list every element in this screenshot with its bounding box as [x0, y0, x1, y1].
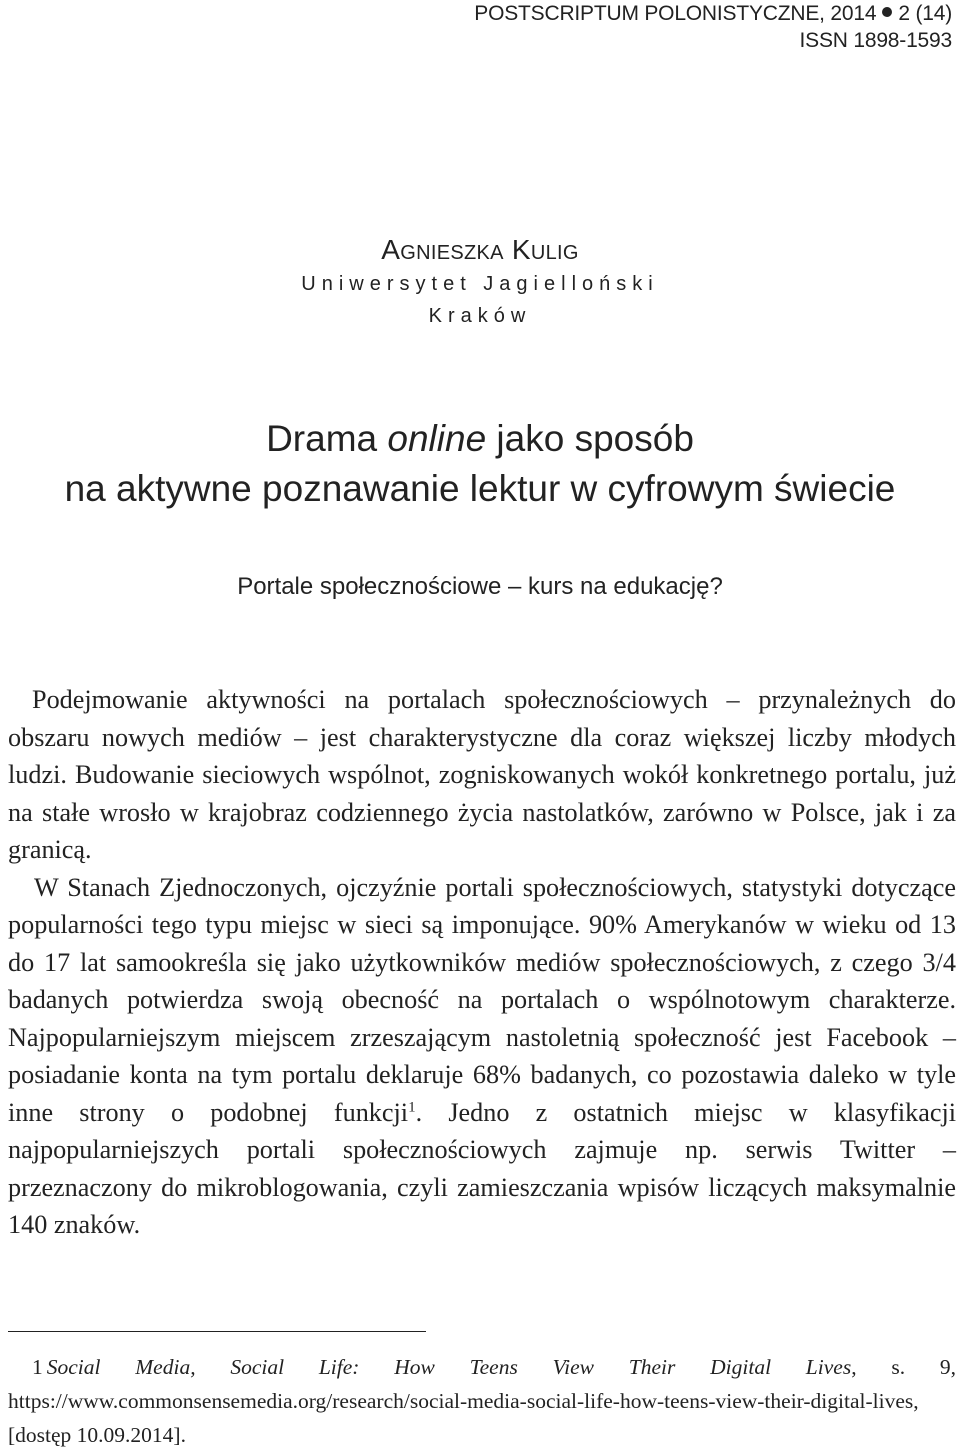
- title-italic: online: [387, 418, 487, 459]
- footnote-reference[interactable]: 1: [408, 1098, 416, 1115]
- footnote-number: 1: [32, 1355, 43, 1379]
- title-line-2: na aktywne poznawanie lektur w cyfrowym świecie: [64, 468, 896, 509]
- footnote: [8, 1350, 956, 1452]
- bullet-icon: [882, 7, 892, 17]
- article-body: [8, 681, 956, 1244]
- title-text: Drama: [266, 418, 388, 459]
- title-line-1: [0, 414, 960, 464]
- paragraph-1: Podejmowanie aktywności na portalach społecznościowych – przynależnych do obszaru nowych mediów – jest charakterystyczne dla coraz większej liczby młodych ludzi. Budowanie sieciowych wspólnot, zogniskowanych wokół konkretnego portalu, już na stałe wrosło w krajobraz codziennego życia nastolatków, zarówno w Polsce, jak i za granicą.: [8, 685, 956, 864]
- author-city: Kraków: [428, 305, 532, 327]
- article-title: [0, 414, 960, 514]
- paragraph-text: . Jedno z ostatnich miejsc w klasyfikacji najpopularniejszych portali społecznościowych zajmuje np. serwis Twitter – przeznaczony do mikroblogowania, czyli zamieszczania wpisów liczących maksymalnie 140 znaków.: [8, 1097, 956, 1239]
- paragraph-text: W Stanach Zjednoczonych, ojczyźnie portali społecznościowych, statystyki dotyczące popularności tego typu miejsc w sieci są imponujące. 90% Amerykanów w wieku od 13 do 17 lat samookreśla się jako użytkowników mediów społecznościowych, z czego 3/4 badanych potwierdza swoją obecność na portalach o wspólnotowym charakterze. Najpopularniejszym miejscem zrzeszającym nastoletnią społeczność jest Facebook – posiadanie konta na tym portalu deklaruje 68% badanych, co pozostawia daleko w tyle inne strony o podobnej funkcji: [8, 872, 956, 1127]
- paragraph-2: [8, 869, 956, 1244]
- author-block: [0, 232, 960, 332]
- footnote-text: , s. 9, https://www.commonsensemedia.org/research/social-media-social-life-how-teens-view-their-digital-lives, [dostęp 10.09.2014].: [8, 1355, 956, 1447]
- footnote-divider: [8, 1331, 426, 1332]
- footnote-source-title: Social Media, Social Life: How Teens View Their Digital Lives: [46, 1355, 852, 1379]
- running-header: [474, 0, 952, 54]
- author-name: Agnieszka Kulig: [381, 234, 579, 265]
- issn: ISSN 1898-1593: [799, 29, 952, 52]
- journal-issue: 2 (14): [898, 2, 952, 25]
- author-affiliation: Uniwersytet Jagielloński: [301, 273, 659, 295]
- journal-line: [474, 0, 952, 27]
- journal-name: POSTSCRIPTUM POLONISTYCZNE, 2014: [474, 2, 877, 25]
- section-heading: Portale społecznościowe – kurs na edukację?: [237, 573, 723, 600]
- title-text: jako sposób: [486, 418, 694, 459]
